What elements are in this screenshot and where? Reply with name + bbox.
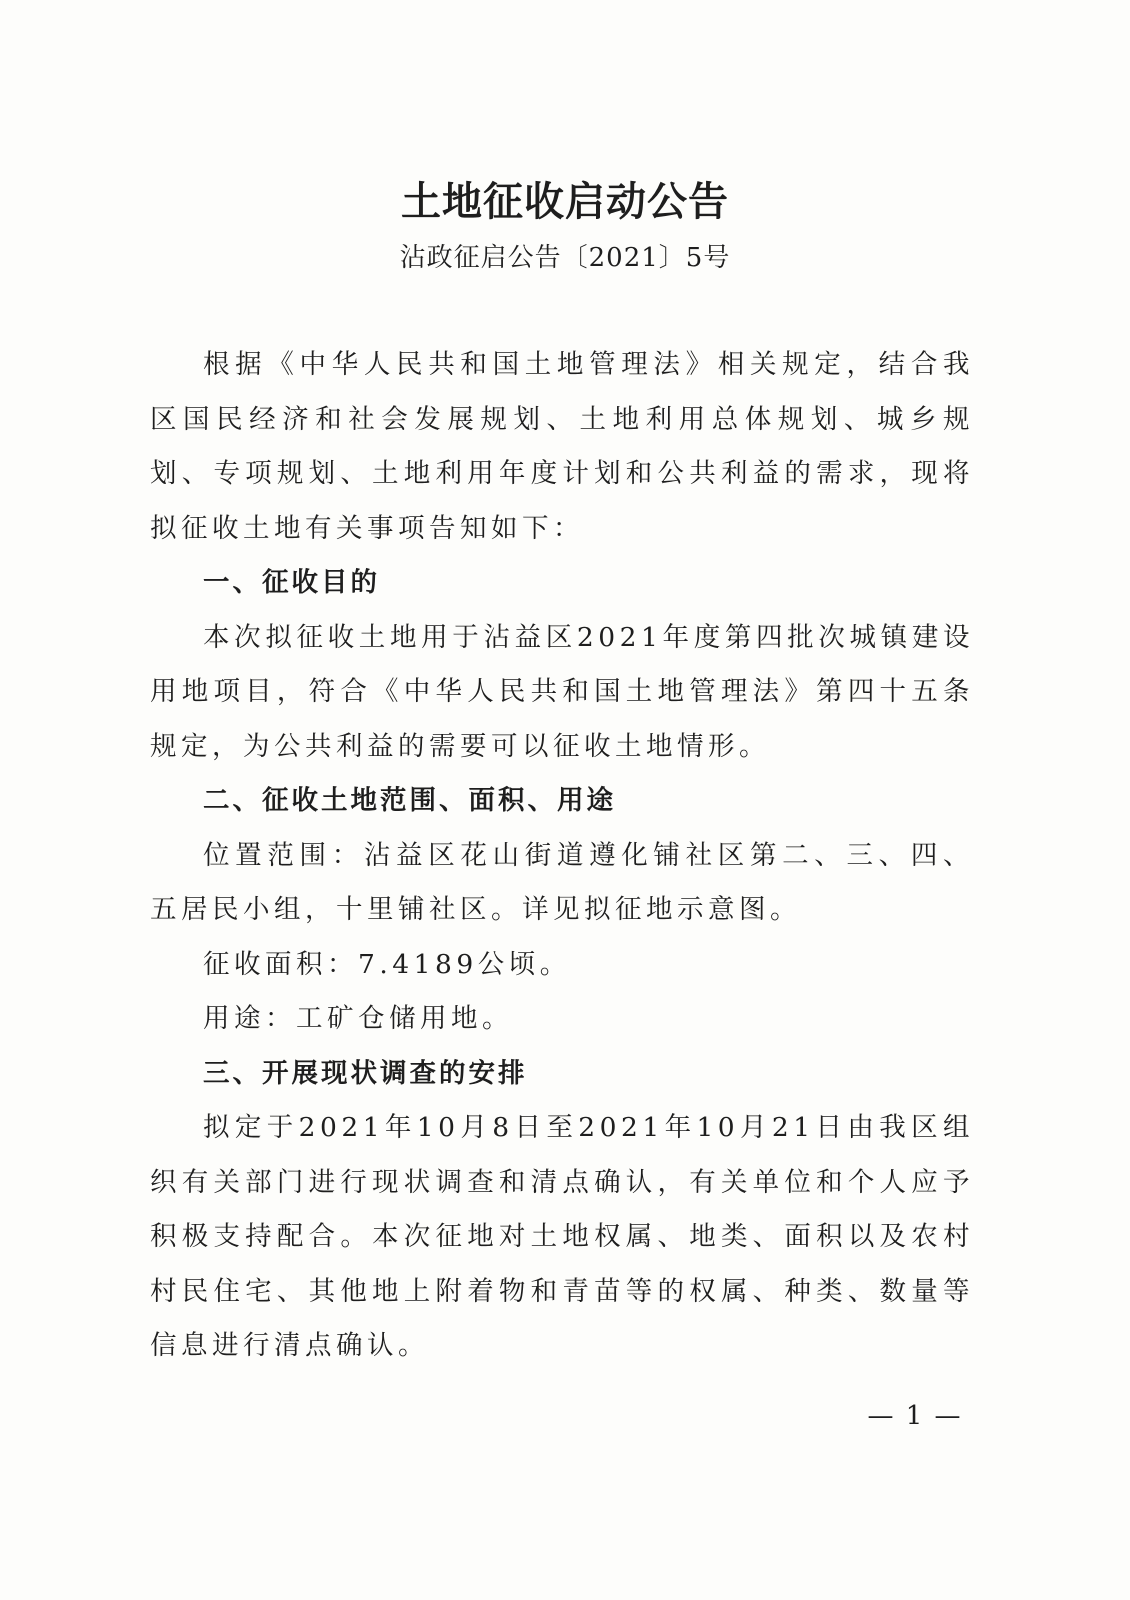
section-paragraph: 征收面积：7.4189公顷。	[203, 948, 571, 980]
section-paragraph: 位置范围：沾益区花山街道遵化铺社区第二、三、四、五居民小组，十里铺社区。详见拟征地示意图。	[150, 839, 974, 925]
document-title: 土地征收启动公告	[401, 178, 729, 225]
section-paragraph: 用途：工矿仓储用地。	[203, 1003, 513, 1034]
section-heading-scope: 二、征收土地范围、面积、用途	[203, 785, 616, 816]
section-paragraph: 拟定于2021年10月8日至2021年10月21日由我区组织有关部门进行现状调查和清点确认，有关单位和个人应予积极支持配合。本次征地对土地权属、地类、面积以及农村村民住宅、其他地上附着物和青苗等的权属、种类、数量等信息进行清点确认。	[150, 1112, 974, 1361]
section-heading-purpose: 一、征收目的	[203, 567, 380, 598]
page-number: — 1 —	[867, 1401, 963, 1431]
intro-paragraph: 根据《中华人民共和国土地管理法》相关规定，结合我区国民经济和社会发展规划、土地利用总体规划、城乡规划、专项规划、土地利用年度计划和公共利益的需求，现将拟征收土地有关事项告知如下：	[150, 349, 974, 544]
document-body	[150, 338, 974, 1374]
section-paragraph: 本次拟征收土地用于沾益区2021年度第四批次城镇建设用地项目，符合《中华人民共和国土地管理法》第四十五条规定，为公共利益的需要可以征收土地情形。	[150, 621, 974, 762]
document-number: 沾政征启公告〔2021〕5号	[399, 243, 731, 273]
section-heading-survey: 三、开展现状调查的安排	[203, 1057, 528, 1089]
